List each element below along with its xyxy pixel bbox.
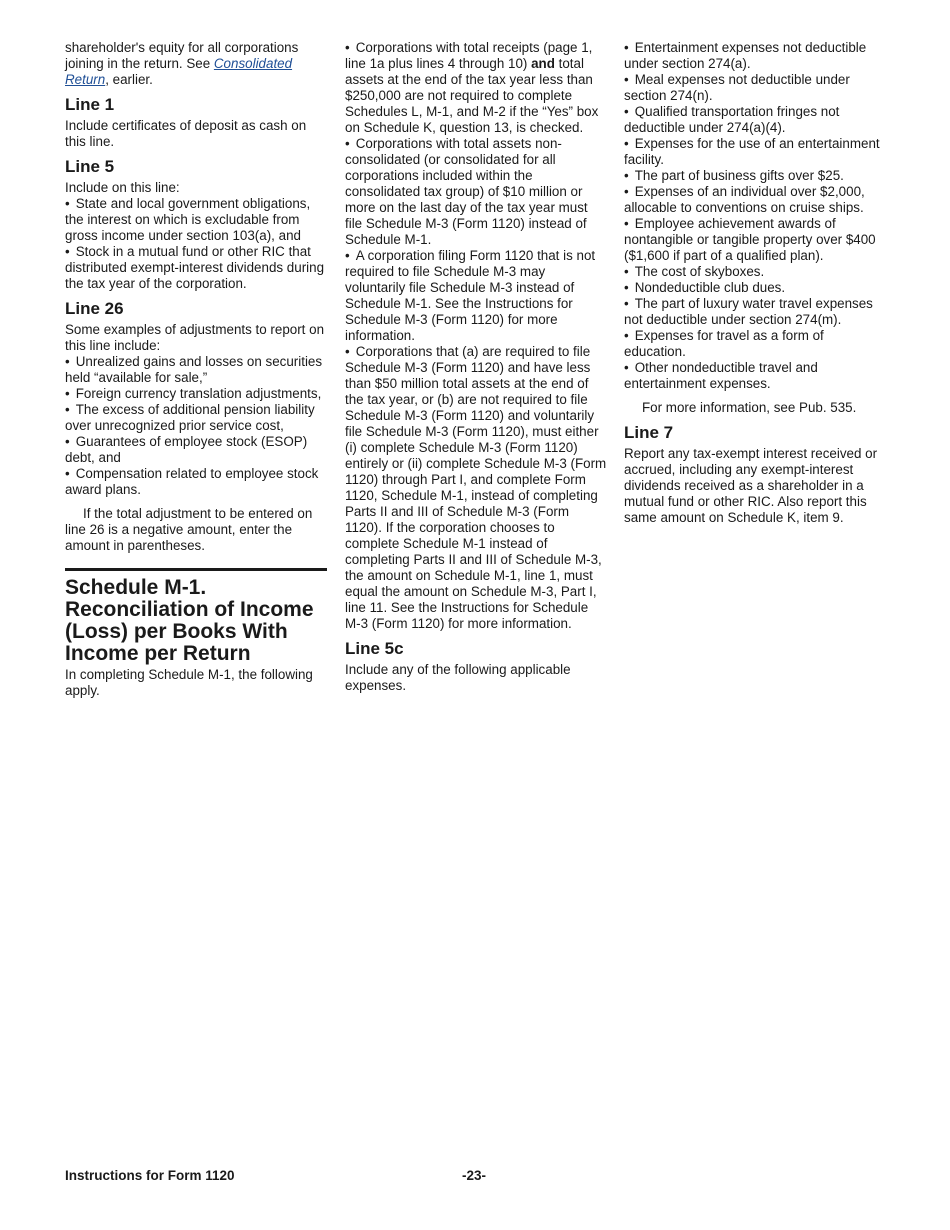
list-item: • Other nondeductible travel and entertainment expenses. xyxy=(624,360,886,392)
intro-text-end: , earlier. xyxy=(105,72,153,87)
intro-text: shareholder's equity for all corporations joining in the return. See xyxy=(65,40,299,71)
list-item: • State and local government obligations, the interest on which is excludable from gross income under section 103(a), and xyxy=(65,196,327,244)
column-middle xyxy=(345,40,607,694)
line1-text: Include certificates of deposit as cash on this line. xyxy=(65,118,307,149)
intro-paragraph xyxy=(65,40,327,88)
schedule-m1-intro: In completing Schedule M-1, the following apply. xyxy=(65,667,313,698)
column-left xyxy=(65,40,327,699)
line7-text: Report any tax-exempt interest received or accrued, including any exempt-interest dividends received as a shareholder in a mutual fund or other RIC. Also report this same amount on Schedule K, item 9. xyxy=(624,446,878,525)
bullet-text: Corporations with total receipts (page 1, line 1a plus lines 4 through 10) xyxy=(345,40,593,71)
page-number: -23- xyxy=(462,1168,487,1183)
column-right xyxy=(624,40,886,526)
line26-intro: Some examples of adjustments to report on this line include: xyxy=(65,322,325,353)
list-item: • The cost of skyboxes. xyxy=(624,264,886,280)
section-divider xyxy=(65,568,327,571)
list-item: • Guarantees of employee stock (ESOP) debt, and xyxy=(65,434,327,466)
line26-note: If the total adjustment to be entered on line 26 is a negative amount, enter the amount in parentheses. xyxy=(65,506,313,553)
line5c-heading: Line 5c xyxy=(345,639,404,658)
more-info-text: For more information, see Pub. 535. xyxy=(642,400,857,415)
bullet-text: total assets at the end of the tax year less than $250,000 are not required to complete Schedules L, M-1, and M-2 if the “Yes” box on Schedule K, question 13, is checked. xyxy=(345,56,599,135)
list-item: • Expenses for the use of an entertainment facility. xyxy=(624,136,886,168)
line5-heading: Line 5 xyxy=(65,157,115,176)
list-item: • The part of luxury water travel expenses not deductible under section 274(m). xyxy=(624,296,886,328)
list-item: • Stock in a mutual fund or other RIC that distributed exempt-interest dividends during the tax year of the corporation. xyxy=(65,244,327,292)
list-item: • A corporation filing Form 1120 that is not required to file Schedule M-3 may voluntarily file Schedule M-3 instead of Schedule M-1. See the Instructions for Schedule M-3 (Form 1120) for more information. xyxy=(345,248,607,344)
list-item: • The excess of additional pension liability over unrecognized prior service cost, xyxy=(65,402,327,434)
line1-heading: Line 1 xyxy=(65,95,115,114)
list-item: • Expenses for travel as a form of education. xyxy=(624,328,886,360)
list-item: • Meal expenses not deductible under section 274(n). xyxy=(624,72,886,104)
list-item: • The part of business gifts over $25. xyxy=(624,168,886,184)
consolidated-return-link[interactable]: Consolidated Return xyxy=(65,56,293,87)
schedule-m1-heading: Schedule M-1. Reconciliation of Income (Loss) per Books With Income per Return xyxy=(65,576,314,665)
list-item: • Expenses of an individual over $2,000, allocable to conventions on cruise ships. xyxy=(624,184,886,216)
list-item: • Entertainment expenses not deductible under section 274(a). xyxy=(624,40,886,72)
list-item: • Corporations that (a) are required to file Schedule M-3 (Form 1120) and have less than $50 million total assets at the end of the tax year, or (b) are not required to file Schedule M-3 (Form 1120) and voluntarily file Schedule M-3 (Form 1120), must either (i) complete Schedule M-3 (Form 1120) entirely or (ii) complete Schedule M-3 (Form 1120) through Part I, and complete Form 1120, Schedule M-1, instead of completing Parts II and III of Schedule M-3 (Form 1120). If the corporation chooses to complete Schedule M-1 instead of completing Parts II and III of Schedule M-3, the amount on Schedule M-1, line 1, must equal the amount on Schedule M-3, Part I, line 11. See the Instructions for Schedule M-3 (Form 1120) for more information. xyxy=(345,344,607,632)
line5c-text: Include any of the following applicable expenses. xyxy=(345,662,571,693)
bold-and: and xyxy=(531,56,555,71)
list-item: • Corporations with total assets non-consolidated (or consolidated for all corporations included within the consolidated tax group) of $10 million or more on the last day of the tax year must file Schedule M-3 (Form 1120) instead of Schedule M-1. xyxy=(345,136,607,248)
list-item: • Foreign currency translation adjustments, xyxy=(65,386,327,402)
list-item: • Qualified transportation fringes not deductible under 274(a)(4). xyxy=(624,104,886,136)
list-item xyxy=(345,40,607,136)
footer-form-title: Instructions for Form 1120 xyxy=(65,1168,235,1183)
list-item: • Compensation related to employee stock award plans. xyxy=(65,466,327,498)
line5-intro: Include on this line: xyxy=(65,180,180,195)
line26-heading: Line 26 xyxy=(65,299,124,318)
list-item: • Unrealized gains and losses on securities held “available for sale,” xyxy=(65,354,327,386)
line7-heading: Line 7 xyxy=(624,423,674,442)
list-item: • Employee achievement awards of nontangible or tangible property over $400 ($1,600 if part of a qualified plan). xyxy=(624,216,886,264)
list-item: • Nondeductible club dues. xyxy=(624,280,886,296)
